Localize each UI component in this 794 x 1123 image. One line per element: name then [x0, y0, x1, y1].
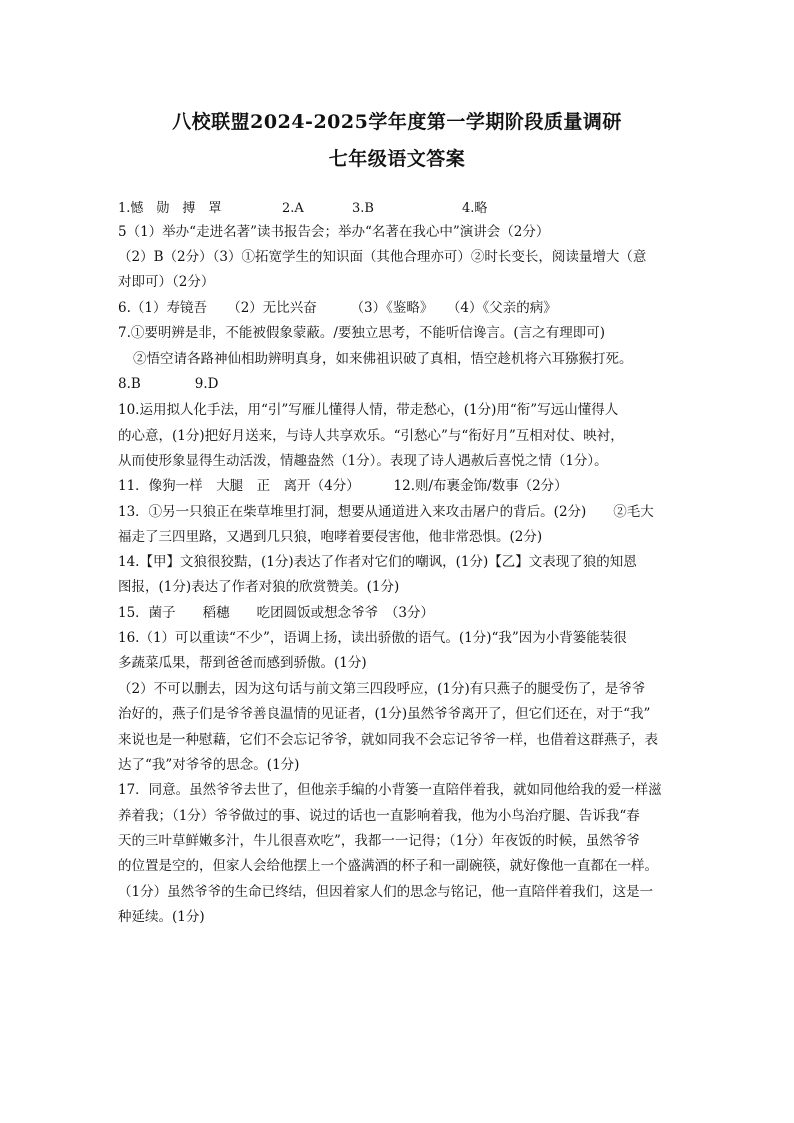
page-title: 八校联盟2024-2025学年度第一学期阶段质量调研 [172, 111, 622, 133]
answer-line: 15．菌子 稻穗 吃团圆饭或想念爷爷 （3分） [118, 605, 435, 621]
answer-line: （1分）虽然爷爷的生命已终结，但因着家人们的思念与铭记，他一直陪伴着我们，这是一 [118, 884, 654, 900]
answer-line: 治好的，燕子们是爷爷善良温情的见证者，(1分)虽然爷爷离开了，但它们还在，对于“我” [118, 706, 651, 722]
answer-line: 16.（1）可以重读“不少”，语调上扬，读出骄傲的语气。(1分)“我”因为小背篓能装很 [118, 630, 627, 646]
answer-line: 6.（1）寿镜吾 （2）无比兴奋 （3）《鉴略》 （4）《父亲的病》 [118, 300, 557, 316]
answer-line: 福走了三四里路，又遇到几只狼，咆哮着要侵害他，他非常恐惧。(2分) [118, 529, 543, 545]
answer-line: 8.B 9.D [118, 376, 219, 392]
answer-q4: 4.略 [462, 201, 488, 216]
answer-line: 图报，(1分)表达了作者对狼的欣赏赞美。(1分) [118, 579, 400, 595]
answer-line: （2）不可以删去，因为这句话与前文第三四段呼应，(1分)有只燕子的腿受伤了，是爷爷 [118, 681, 646, 697]
page-subtitle: 七年级语文答案 [328, 148, 466, 170]
answer-row-q1-4 [118, 200, 518, 218]
answer-line: 来说也是一种慰藉，它们不会忘记爷爷，就如同我不会忘记爷爷一样，也借着这群燕子，表 [118, 732, 658, 748]
answer-q1: 1.憾 勋 搏 罩 [118, 201, 222, 216]
answer-line: 达了“我”对爷爷的思念。(1分) [118, 757, 300, 773]
answer-line: 5（1）举办“走进名著”读书报告会；举办“名著在我心中”演讲会（2分） [118, 224, 550, 240]
answer-line: 从而使形象显得生动活泼，情趣盎然（1分）。表现了诗人遇赦后喜悦之情（1分）。 [118, 453, 608, 469]
answer-line: 11．像狗一样 大腿 正 离开（4分） 12.则/布裹金饰/数事（2分） [118, 478, 568, 494]
answer-line: 14.【甲】文狼很狡黠，(1分)表达了作者对它们的嘲讽，(1分)【乙】文表现了狼的知恩 [118, 554, 637, 570]
answer-line: ②悟空请各路神仙相助辨明真身，如来佛祖识破了真相，悟空趁机将六耳猕猴打死。 [133, 351, 633, 367]
answer-line: （2）B（2分）（3）①拓宽学生的知识面（其他合理亦可）②时长变长，阅读量增大（意 [118, 249, 647, 265]
answer-line: 10.运用拟人化手法，用“引”写雁儿懂得人情，带走愁心，(1分)用“衔”写远山懂得人 [118, 402, 619, 418]
answer-line: 养着我；（1分）爷爷做过的事、说过的话也一直影响着我，他为小鸟治疗腿、告诉我“春 [118, 808, 640, 824]
answer-line: 7.①要明辨是非，不能被假象蒙蔽。/要独立思考，不能听信谗言。(言之有理即可) [118, 325, 605, 341]
answer-line: 的心意，(1分)把好月送来，与诗人共享欢乐。“引愁心”与“衔好月”互相对仗、映衬， [118, 428, 624, 444]
answer-line: 对即可）（2分） [118, 274, 215, 290]
answer-line: 多蔬菜瓜果，帮到爸爸而感到骄傲。(1分) [118, 655, 367, 671]
answer-line: 种延续。(1分) [118, 909, 205, 925]
answer-line: 13．①另一只狼正在柴草堆里打洞，想要从通道进入来攻击屠户的背后。(2分) ②毛大 [118, 504, 654, 520]
answer-q3: 3.B [352, 201, 374, 216]
answer-line: 17．同意。虽然爷爷去世了，但他亲手编的小背篓一直陪伴着我，就如同他给我的爱一样滋 [118, 782, 662, 798]
answer-line: 天的三叶草鲜嫩多汁，牛儿很喜欢吃”，我都一一记得；（1分）年夜饭的时候，虽然爷爷 [118, 833, 640, 849]
answer-q2: 2.A [282, 201, 304, 216]
answer-line: 的位置是空的，但家人会给他摆上一个盛满酒的杯子和一副碗筷，就好像他一直都在一样。 [118, 858, 658, 874]
